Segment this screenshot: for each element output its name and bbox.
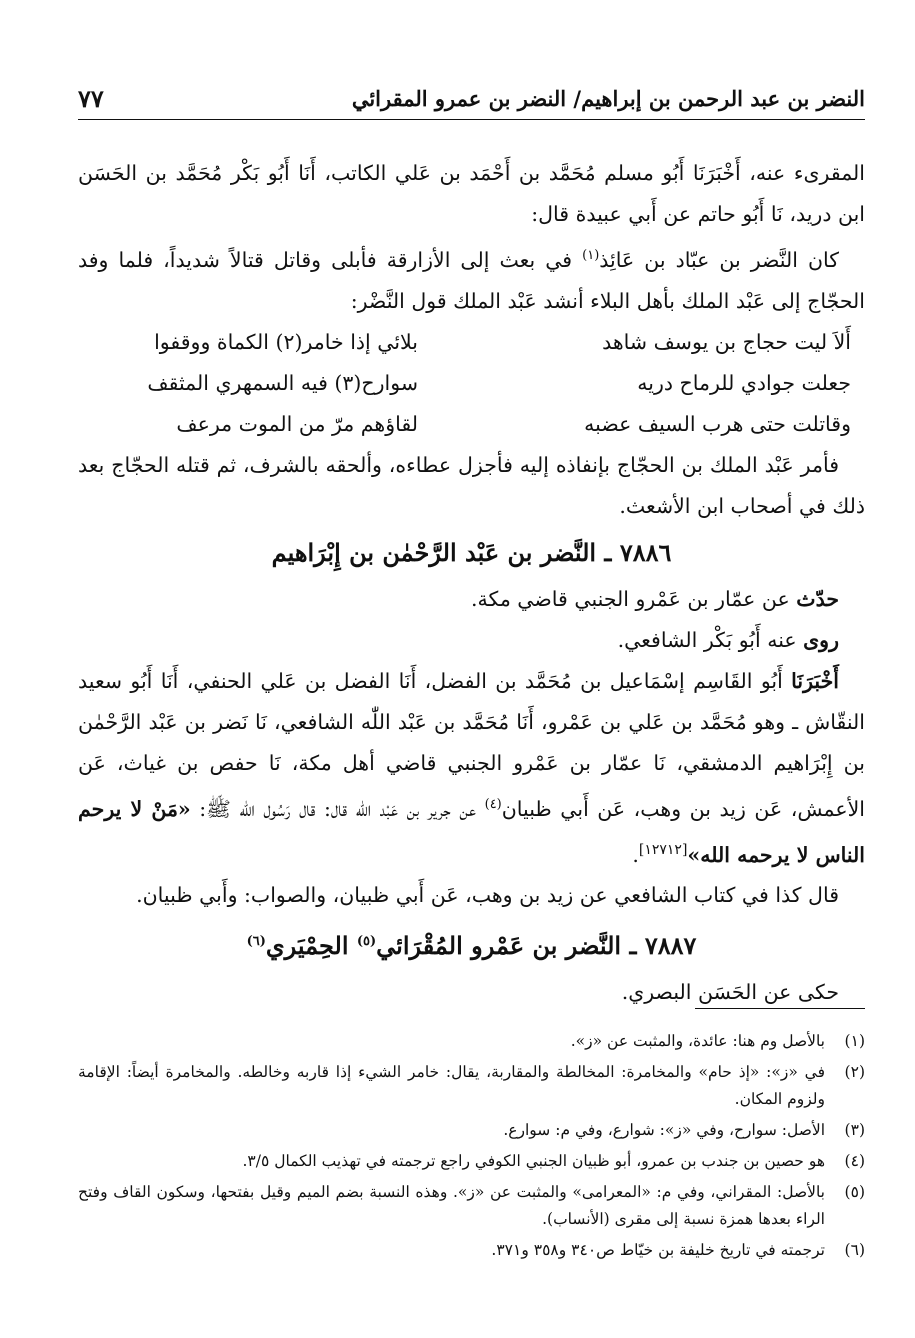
footnote-number: (٦) (844, 1241, 865, 1259)
paragraph-2 (78, 235, 865, 322)
poem-hemistich-left: لقاؤهم مرّ من الموت مرعف (176, 411, 418, 436)
entry-7887-title-start: ٧٨٨٧ ـ النَّضر بن عَمْرو المُقْرَائي (376, 931, 697, 961)
paragraph-2-start: كان النَّضر بن عبّاد بن عَائِذ (599, 247, 840, 272)
poem-hemistich-right: أَلاَ ليت حجاج بن يوسف شاهد (602, 329, 851, 354)
main-text (78, 153, 865, 1013)
isnad-text-start: أَبُو القَاسِم إسْمَاعيل بن مُحَمَّد بن الفضل، أَنَا الفضل بن عَلي الحنفي، أَنَا أَبُو سعيد النقّاش ـ وهو مُحَمَّد بن عَلي بن عَمْرو، أَنَا مُحَمَّد بن عَبْد اللّٰه الشافعي، نَا نَضر بن عَبْد الرَّحْمٰن بن إِبْرَاهيم الدمشقي، نَا عمّار بن عَمْرو الجنبي قاضي أهل مكة، نَا حفص بن غياث، عَن الأعمش، عَن زيد بن وهب، عَن أَبي ظبيان (78, 668, 866, 821)
footnote-ref-5[interactable]: (٥) (356, 934, 377, 950)
poem-verse-2 (78, 363, 865, 404)
page-number: ٧٧ (78, 84, 104, 113)
footnote-1 (78, 1028, 865, 1055)
header-rule (78, 119, 865, 120)
entry-7887-line-1: حكى عن الحَسَن البصري. (621, 980, 839, 1005)
poem-hemistich-left: بلائي إذا خامر(٢) الكماة ووقفوا (154, 329, 418, 354)
poem-verse-3 (78, 404, 865, 445)
footnote-number: (١) (844, 1032, 865, 1050)
entry-7886-line-2 (78, 620, 865, 661)
footnote-number: (٣) (844, 1121, 865, 1139)
entry-7886-line-2-text: عنه أَبُو بَكْر الشافعي. (617, 627, 804, 652)
entry-7886-note: قال كذا في كتاب الشافعي عن زيد بن وهب، عَن أَبي ظبيان، والصواب: وأَبي ظبيان. (136, 883, 839, 908)
keyword-rawa: روى (803, 627, 839, 652)
isnad-text-end: عن جرير بن عَبْد اللّٰه قال: قال رَسُول اللّٰه ﷺ: (190, 796, 485, 821)
footnote-ref-4[interactable]: (٤) (484, 796, 502, 812)
poem-hemistich-right: وقاتلت حتى هرب السيف عضبه (584, 411, 851, 436)
footnote-text: هو حصين بن جندب بن عمرو، أبو ظبيان الجنبي الكوفي راجع ترجمته في تهذيب الكمال ٣/٥. (242, 1152, 825, 1170)
footnote-3 (78, 1117, 865, 1144)
keyword-akhbarana: أَخْبَرَنَا (791, 668, 839, 693)
entry-7886-isnad: أَخْبَرَنَا أَبُو القَاسِم إسْمَاعيل بن مُحَمَّد بن الفضل، أَنَا الفضل بن عَلي الحنفي، أَنَا أَبُو سعيد النقّاش ـ وهو مُحَمَّد بن عَلي بن عَمْرو، أَنَا مُحَمَّد بن عَبْد اللّٰه الشافعي، نَا نَضر بن عَبْد الرَّحْمٰن بن إِبْرَاهيم الدمشقي، نَا عمّار بن عَمْرو الجنبي قاضي أهل مكة، نَا حفص بن غياث، عَن الأعمش، عَن زيد بن وهب، عَن أَبي ظبيان$^{(٤)}$ عن جرير بن عَبْد اللّٰه قال: قال رَسُول اللّٰه ﷺ: «مَنْ لا يرحم الناس لا يرحمه الله»[١٢٧١٢]. (78, 668, 866, 867)
paragraph-1: المقرىء عنه، أَخْبَرَنَا أَبُو مسلم مُحَمَّد بن أَحْمَد بن عَلي الكاتب، أَنَا أَبُو بَكْر مُحَمَّد بن الحَسَن ابن دريد، نَا أَبُو حاتم عن أَبي عبيدة قال: (78, 161, 865, 226)
footnote-number: (٥) (844, 1183, 865, 1201)
footnote-separator (695, 1008, 865, 1009)
entry-7886-line-1 (78, 579, 865, 620)
entry-7887-title (78, 918, 865, 970)
footnote-number: (٢) (844, 1063, 865, 1081)
footnotes (78, 1028, 865, 1268)
footnote-2 (78, 1059, 865, 1113)
running-title: النضر بن عبد الرحمن بن إبراهيم/ النضر بن عمرو المقرائي (351, 86, 865, 111)
keyword-haddath: حدّث (796, 586, 839, 611)
footnote-5 (78, 1179, 865, 1233)
footnote-number: (٤) (844, 1152, 865, 1170)
footnote-ref-6[interactable]: (٦) (246, 934, 266, 950)
footnote-4 (78, 1148, 865, 1175)
footnote-text: ترجمته في تاريخ خليفة بن خيّاط ص٣٤٠ و٣٥٨ و٣٧١. (491, 1241, 825, 1259)
paragraph-2-end: في بعث إلى الأزارقة فأبلى وقاتل قتالاً شديداً، فلما وفد الحجّاج إلى عَبْد الملك بأهل البلاء أنشد عَبْد الملك قول النَّضْر: (78, 247, 865, 313)
paragraph-3: فأمر عَبْد الملك بن الحجّاج بإنفاذه إليه فأجزل عطاءه، وألحقه بالشرف، ثم قتله الحجّاج بعد ذلك في أصحاب ابن الأشعث. (78, 452, 865, 518)
poem-hemistich-left: سوارح(٣) فيه السمهري المثقف (147, 370, 418, 395)
book-page (78, 0, 865, 1338)
footnote-6 (78, 1237, 865, 1264)
footnote-text: في «ز»: «إذ حام» والمخامرة: المخالطة والمقاربة، يقال: خامر الشيء إذا قاربه وخالطه. والمخامرة أيضاً: الإقامة ولزوم المكان. (78, 1063, 825, 1108)
poem-hemistich-right: جعلت جوادي للرماح دريه (637, 370, 851, 395)
hadith-number: [١٢٧١٢] (638, 841, 688, 858)
hadith-text: «مَنْ لا يرحم الناس لا يرحمه الله» (78, 796, 865, 867)
footnote-text: الأصل: سوارح، وفي «ز»: شوارع، وفي م: سوارع. (503, 1121, 825, 1139)
entry-7887-title-end: الحِمْيَري (265, 931, 357, 961)
footnote-text: بالأصل وم هنا: عائدة، والمثبت عن «ز». (570, 1032, 825, 1050)
footnote-text: بالأصل: المقراني، وفي م: «المعرامى» والمثبت عن «ز». وهذه النسبة بضم الميم وقيل بفتحها، وسكون القاف وفتح الراء بعدها همزة نسبة إلى مقرى (الأنساب). (78, 1183, 825, 1228)
footnote-ref-1[interactable]: (١) (582, 248, 600, 263)
page-header (78, 84, 865, 120)
entry-7886-title: ٧٨٨٦ ـ النَّضر بن عَبْد الرَّحْمٰن بن إِبْرَاهيم (271, 537, 672, 567)
poem (78, 322, 865, 445)
poem-verse-1 (78, 322, 865, 363)
entry-7886-line-1-text: عن عمّار بن عَمْرو الجنبي قاضي مكة. (470, 586, 797, 611)
